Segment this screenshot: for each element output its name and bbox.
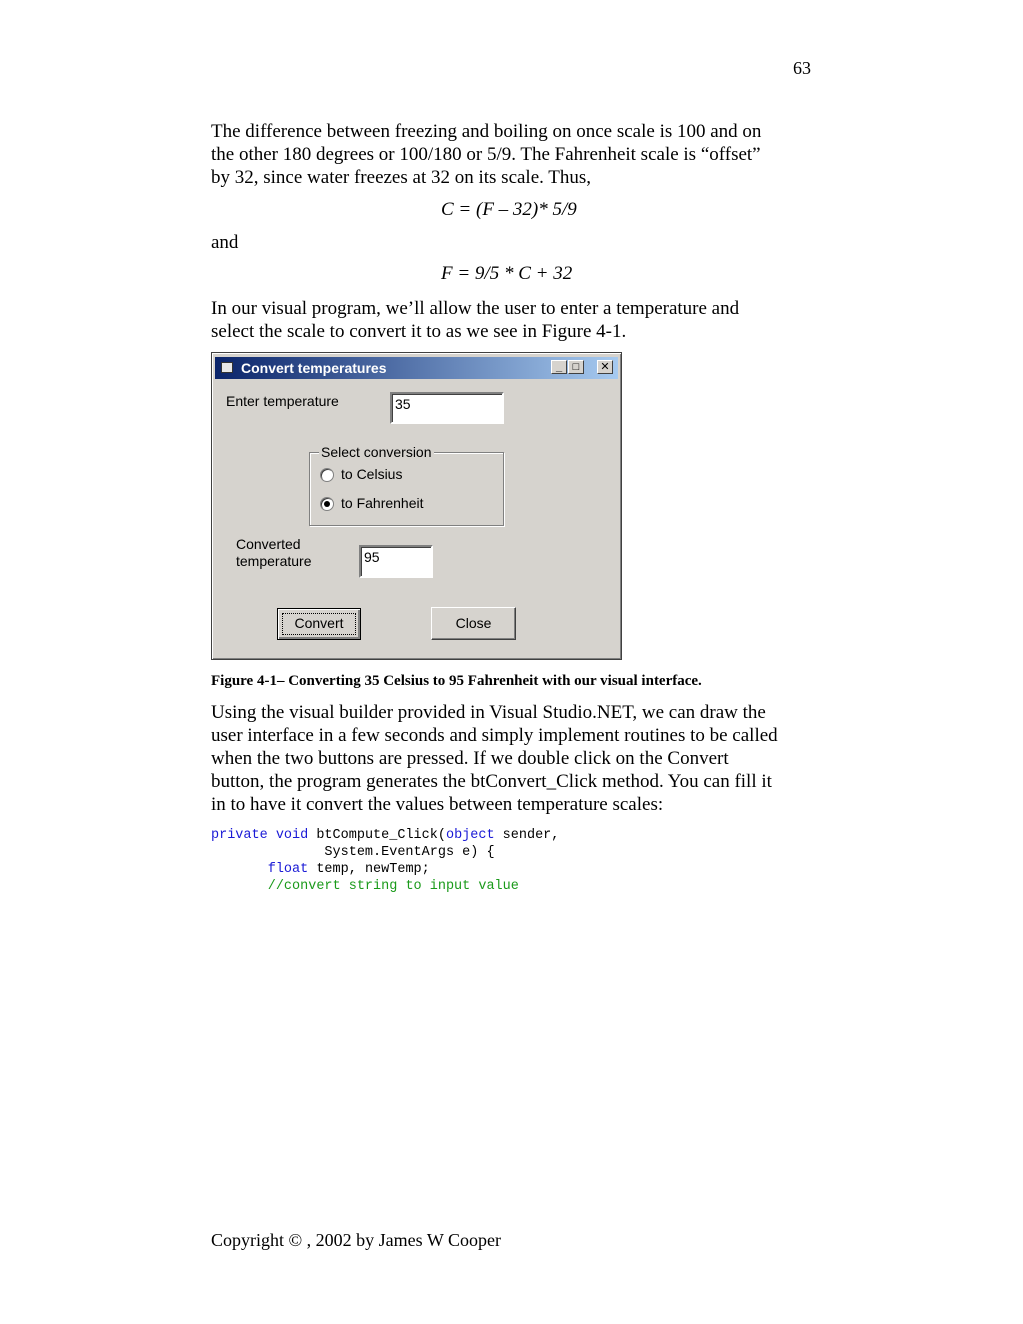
text-line: In our visual program, we’ll allow the user to enter a temperature and <box>211 298 740 319</box>
converted-label-line: temperature <box>236 553 312 569</box>
radio-to-fahrenheit-label[interactable]: to Fahrenheit <box>341 495 424 511</box>
text-line: The difference between freezing and boiling on once scale is 100 and on <box>211 121 762 142</box>
code-keyword: void <box>275 828 309 843</box>
text-line: by 32, since water freezes at 32 on its scale. Thus, <box>211 167 592 188</box>
radio-to-celsius[interactable] <box>320 468 334 482</box>
radio-to-fahrenheit[interactable] <box>320 497 334 511</box>
close-button[interactable]: Close <box>431 607 516 640</box>
code-keyword: float <box>267 862 309 877</box>
temperature-input[interactable]: 35 <box>390 392 504 424</box>
page-number: 63 <box>793 58 811 78</box>
text-line: when the two buttons are pressed. If we double click on the Convert <box>211 748 729 769</box>
maximize-button[interactable]: □ <box>568 360 584 374</box>
window-icon <box>221 362 233 373</box>
close-window-button[interactable]: ✕ <box>597 360 613 374</box>
convert-temperatures-dialog <box>211 352 622 660</box>
title-bar <box>215 357 618 379</box>
focus-rectangle <box>282 613 356 635</box>
radio-selected-dot <box>324 501 330 507</box>
code-text: System.EventArgs e) { <box>211 845 495 860</box>
converted-temperature-output[interactable]: 95 <box>359 545 433 578</box>
code-keyword: private <box>211 828 268 843</box>
paragraph-program <box>211 297 823 343</box>
converted-temperature-label <box>236 536 311 570</box>
dialog-title: Convert temperatures <box>241 360 387 376</box>
code-comment: //convert string to input value <box>267 879 519 894</box>
convert-button[interactable] <box>277 608 361 640</box>
text-line: select the scale to convert it to as we see in Figure 4-1. <box>211 321 627 342</box>
select-conversion-label: Select conversion <box>321 444 432 460</box>
text-line: the other 180 degrees or 100/180 or 5/9. The Fahrenheit scale is “offset” <box>211 144 761 165</box>
paragraph-visual-builder <box>211 701 823 816</box>
code-text: btCompute_Click( <box>308 828 446 843</box>
code-text: sender, <box>494 828 560 843</box>
text-line: button, the program generates the btConvert_Click method. You can fill it <box>211 771 772 792</box>
radio-to-celsius-label[interactable]: to Celsius <box>341 466 403 482</box>
and-text: and <box>211 232 239 253</box>
enter-temperature-label: Enter temperature <box>226 393 339 409</box>
paragraph-intro <box>211 120 823 189</box>
minimize-button[interactable]: _ <box>551 360 567 374</box>
converted-label-line: Converted <box>236 536 301 552</box>
conversion-groupbox <box>309 452 504 526</box>
convert-button-label: Convert <box>294 615 344 631</box>
equation-celsius: C = (F – 32)* 5/9 <box>441 199 577 220</box>
figure-caption: Figure 4-1– Converting 35 Celsius to 95 Fahrenheit with our visual interface. <box>211 673 702 689</box>
copyright-footer: Copyright © , 2002 by James W Cooper <box>211 1230 501 1250</box>
text-line: user interface in a few seconds and simply implement routines to be called <box>211 725 778 746</box>
code-listing <box>211 827 559 895</box>
code-text: temp, newTemp; <box>308 862 430 877</box>
code-keyword: object <box>445 828 495 843</box>
equation-fahrenheit: F = 9/5 * C + 32 <box>441 263 573 284</box>
text-line: Using the visual builder provided in Visual Studio.NET, we can draw the <box>211 702 766 723</box>
text-line: in to have it convert the values between temperature scales: <box>211 794 664 815</box>
